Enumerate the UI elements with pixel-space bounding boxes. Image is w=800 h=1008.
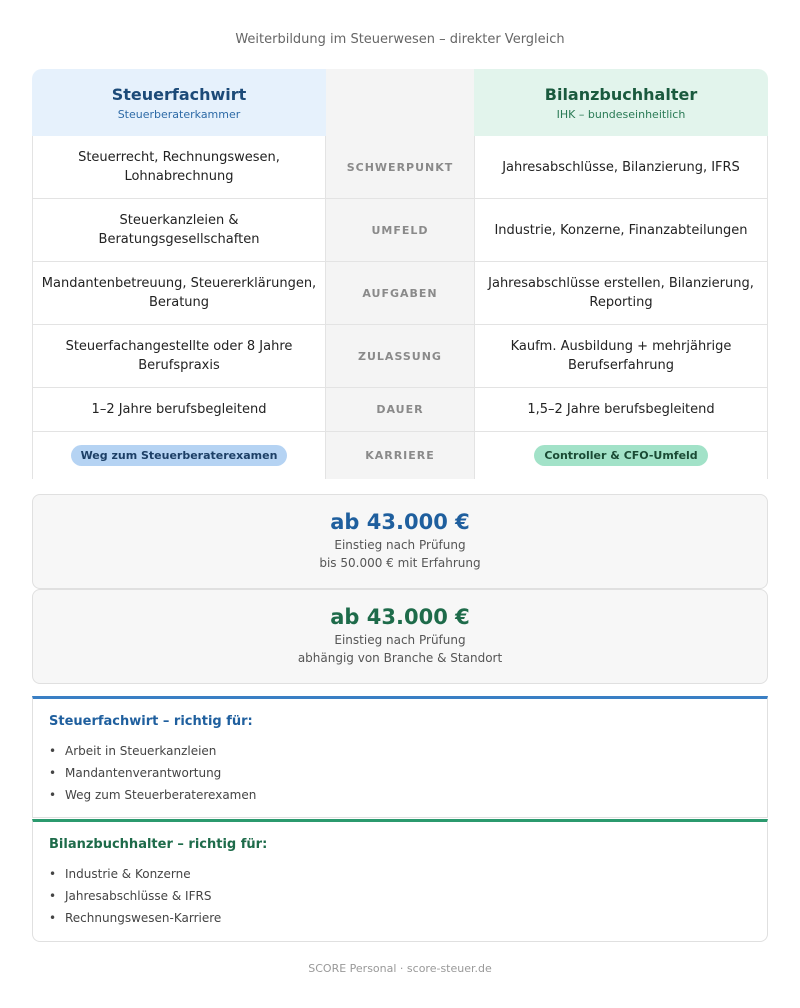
salary-amount: ab 43.000 € bbox=[330, 510, 470, 534]
row-dauer-left: 1–2 Jahre berufsbegleitend bbox=[32, 388, 326, 432]
list-item: • Industrie & Konzerne bbox=[49, 863, 751, 885]
row-dauer-label: DAUER bbox=[326, 388, 474, 432]
fit-heading: Bilanzbuchhalter – richtig für: bbox=[49, 837, 268, 852]
list-item: • Arbeit in Steuerkanzleien bbox=[49, 740, 751, 762]
row-aufgaben-right: Jahresabschlüsse erstellen, Bilanzierung, Reporting bbox=[474, 262, 768, 325]
salary-amount: ab 43.000 € bbox=[330, 605, 470, 629]
row-schwerpunkt-right: Jahresabschlüsse, Bilanzierung, IFRS bbox=[474, 136, 768, 199]
header-left-subtitle: Steuerberaterkammer bbox=[117, 107, 241, 121]
list-item: • Jahresabschlüsse & IFRS bbox=[49, 885, 751, 907]
header-right-title: Bilanzbuchhalter bbox=[544, 84, 698, 104]
row-dauer-right: 1,5–2 Jahre berufsbegleitend bbox=[474, 388, 768, 432]
row-karriere-label: KARRIERE bbox=[326, 432, 474, 479]
row-umfeld-left: Steuerkanzleien & Beratungsgesellschaften bbox=[32, 199, 326, 262]
row-zulassung-right: Kaufm. Ausbildung + mehrjährige Berufserfahrung bbox=[474, 325, 768, 388]
career-badge-left: Weg zum Steuerberaterexamen bbox=[71, 445, 288, 466]
row-karriere-left bbox=[32, 432, 326, 479]
row-schwerpunkt-left: Steuerrecht, Rechnungswesen, Lohnabrechnung bbox=[32, 136, 326, 199]
header-bilanzbuchhalter bbox=[474, 69, 768, 136]
header-left-title: Steuerfachwirt bbox=[111, 84, 247, 104]
list-item: • Weg zum Steuerberaterexamen bbox=[49, 784, 751, 806]
row-umfeld-right: Industrie, Konzerne, Finanzabteilungen bbox=[474, 199, 768, 262]
salary-line: Einstieg nach Prüfung bbox=[334, 538, 466, 552]
fit-box-steuerfachwirt bbox=[32, 696, 768, 818]
page-title: Weiterbildung im Steuerwesen – direkter Vergleich bbox=[235, 32, 565, 47]
header-middle-spacer bbox=[326, 69, 474, 136]
row-schwerpunkt-label: SCHWERPUNKT bbox=[326, 136, 474, 199]
row-zulassung-label: ZULASSUNG bbox=[326, 325, 474, 388]
fit-heading: Steuerfachwirt – richtig für: bbox=[49, 714, 253, 729]
salary-card-steuerfachwirt bbox=[32, 494, 768, 589]
list-item: • Rechnungswesen-Karriere bbox=[49, 907, 751, 929]
footer: SCORE Personal · score-steuer.de bbox=[308, 962, 492, 975]
list-item: • Mandantenverantwortung bbox=[49, 762, 751, 784]
fit-box-bilanzbuchhalter bbox=[32, 819, 768, 942]
salary-card-bilanzbuchhalter bbox=[32, 589, 768, 684]
row-aufgaben-left: Mandantenbetreuung, Steuererklärungen, Beratung bbox=[32, 262, 326, 325]
row-karriere-right bbox=[474, 432, 768, 479]
row-aufgaben-label: AUFGABEN bbox=[326, 262, 474, 325]
salary-line: Einstieg nach Prüfung bbox=[334, 633, 466, 647]
salary-line: abhängig von Branche & Standort bbox=[297, 651, 503, 665]
row-zulassung-left: Steuerfachangestellte oder 8 Jahre Berufspraxis bbox=[32, 325, 326, 388]
salary-line: bis 50.000 € mit Erfahrung bbox=[319, 556, 481, 570]
header-steuerfachwirt bbox=[32, 69, 326, 136]
career-badge-right: Controller & CFO-Umfeld bbox=[534, 445, 707, 466]
row-umfeld-label: UMFELD bbox=[326, 199, 474, 262]
comparison-table bbox=[32, 69, 768, 479]
header-right-subtitle: IHK – bundeseinheitlich bbox=[556, 107, 686, 121]
